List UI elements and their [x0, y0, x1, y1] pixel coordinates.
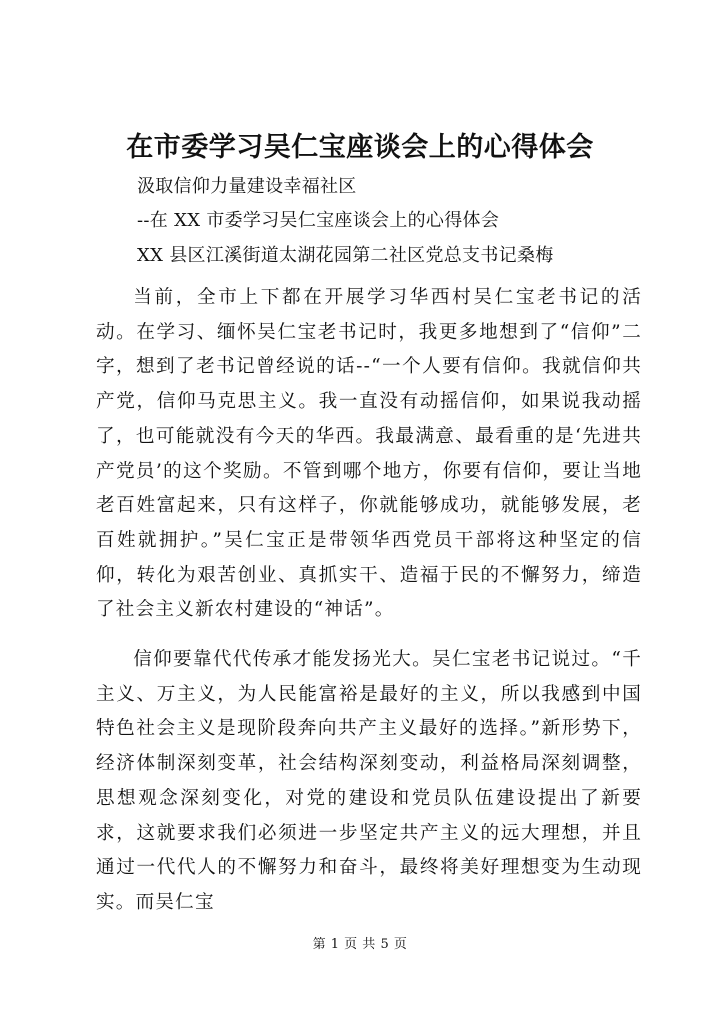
document-subtitle: 汲取信仰力量建设幸福社区	[137, 176, 357, 197]
document-author: XX 县区江溪街道太湖花园第二社区党总支书记桑梅	[137, 245, 554, 266]
body-paragraph: 当前，全市上下都在开展学习华西村吴仁宝老书记的活动。在学习、缅怀吴仁宝老书记时，我更多地想到了“信仰”二字，想到了老书记曾经说的话--“一个人要有信仰。我就信仰共产党，信仰马克思主义。我一直没有动摇信仰，如果说我动摇了，也可能就没有今天的华西。我最满意、最看重的是‘先进共产党员’的这个奖励。不管到哪个地方，你要有信仰，要让当地老百姓富起来，只有这样子，你就能够成功，就能够发展，老百姓就拥护。”吴仁宝正是带领华西党员干部将这种坚定的信仰，转化为艰苦创业、真抓实干、造福于民的不懈努力，缔造了社会主义新农村建设的“神话”。	[96, 287, 642, 621]
document-byline-title: --在 XX 市委学习吴仁宝座谈会上的心得体会	[137, 210, 500, 231]
document-title: 在市委学习吴仁宝座谈会上的心得体会	[126, 132, 594, 163]
body-paragraph: 信仰要靠代代传承才能发扬光大。吴仁宝老书记说过。“千主义、万主义，为人民能富裕是最好的主义，所以我感到中国特色社会主义是现阶段奔向共产主义最好的选择。”新形势下，经济体制深刻变革，社会结构深刻变动，利益格局深刻调整，思想观念深刻变化，对党的建设和党员队伍建设提出了新要求，这就要求我们必须进一步坚定共产主义的远大理想，并且通过一代代人的不懈努力和奋斗，最终将美好理想变为生动现实。而吴仁宝	[96, 649, 642, 913]
page-footer: 第 1 页 共 5 页	[312, 937, 408, 952]
body-paragraph-2-container	[96, 643, 642, 921]
body-paragraph-1-container	[96, 281, 642, 628]
